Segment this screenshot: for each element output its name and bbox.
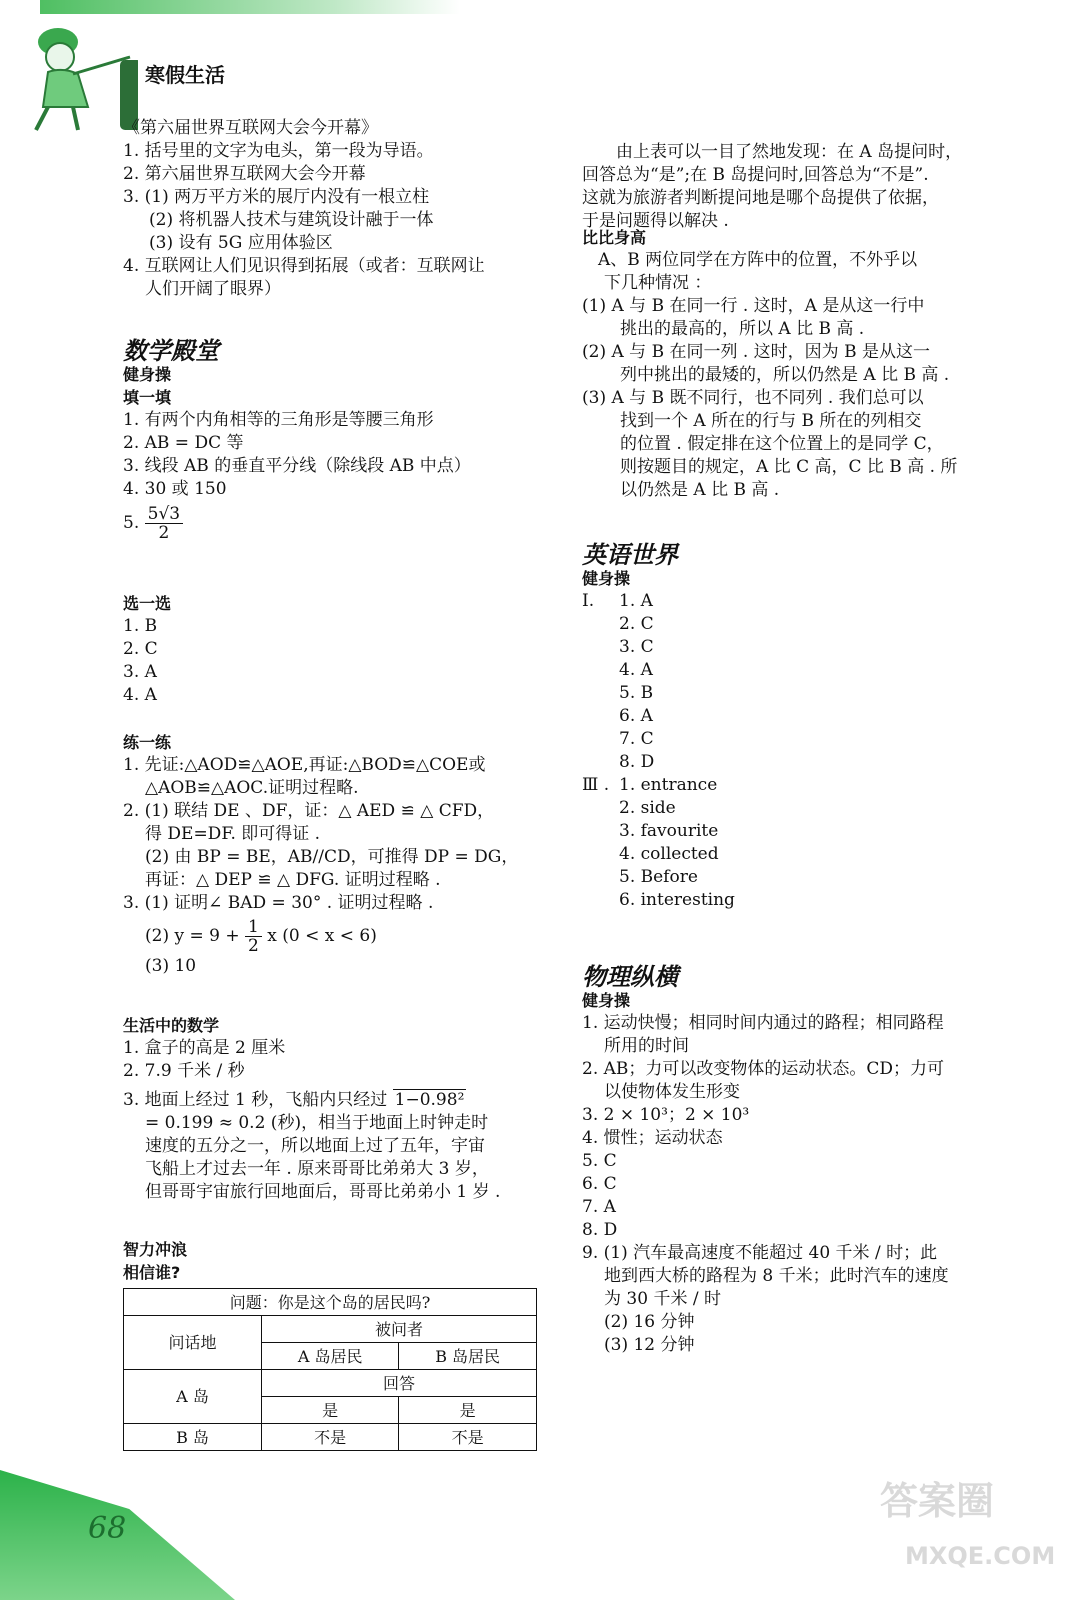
height-line: 则按题目的规定，A 比 C 高，C 比 B 高 . 所 [620, 457, 958, 477]
practice-line: 3. (1) 证明∠ BAD = 30° . 证明过程略 . [123, 893, 434, 913]
choose-label: 选一选 [123, 594, 172, 613]
physics-line: 以使物体发生形变 [604, 1082, 740, 1102]
table-cell: 不是 [262, 1424, 399, 1451]
choose-line: 1. B [123, 616, 158, 636]
height-line: 以仍然是 A 比 B 高 . [620, 480, 780, 500]
intro-heading: 《第六届世界互联网大会今开幕》 [123, 118, 378, 138]
physics-section-title: 物理纵横 [582, 963, 678, 991]
height-line: (1) A 与 B 在同一行 . 这时，A 是从这一行中 [582, 296, 925, 316]
conclusion-line: 这就为旅游者判断提问地是哪个岛提供了依据， [582, 188, 939, 208]
fill-label: 填一填 [123, 388, 172, 407]
english-answer: 6. A [619, 706, 653, 726]
height-line: A、B 两位同学在方阵中的位置，不外乎以 [598, 250, 918, 270]
physics-line: 地到西大桥的路程为 8 千米；此时汽车的速度 [604, 1266, 949, 1286]
english-subheading: 健身操 [582, 569, 631, 588]
intro-line: (3) 设有 5G 应用体验区 [149, 233, 333, 253]
practice-line: (3) 10 [145, 956, 197, 976]
physics-line: 9. (1) 汽车最高速度不能超过 40 千米 / 时；此 [582, 1243, 938, 1263]
english-section-title: 英语世界 [582, 541, 678, 569]
physics-subheading: 健身操 [582, 991, 631, 1010]
math-subheading: 健身操 [123, 365, 172, 384]
watermark-url: MXQE.COM [905, 1542, 1056, 1570]
table-cell: 是 [399, 1397, 537, 1424]
english-answer: 3. C [619, 637, 654, 657]
physics-line: (3) 12 分钟 [604, 1335, 695, 1355]
math-section-title: 数学殿堂 [123, 337, 219, 365]
fill-line: 3. 线段 AB 的垂直平分线（除线段 AB 中点） [123, 456, 471, 476]
table-cell: 是 [262, 1397, 399, 1424]
physics-line: 8. D [582, 1220, 618, 1240]
practice-line: 2. (1) 联结 DE 、DF，证：△ AED ≌ △ CFD， [123, 801, 495, 821]
fraction-denominator: 2 [158, 523, 170, 543]
fraction-denominator: 2 [248, 936, 259, 956]
header-title: 寒假生活 [145, 63, 225, 87]
fill-line: 2. AB = DC 等 [123, 433, 244, 453]
fill-item5-number: 5. [123, 513, 140, 533]
english-answer: 1. A [619, 591, 653, 611]
equation-prefix: (2) y = 9 + [145, 926, 240, 946]
practice-equation [123, 918, 553, 955]
practice-line: (2) 由 BP = BE，AB//CD，可推得 DP = DG， [145, 847, 519, 867]
english-part1-label: I. [582, 591, 595, 611]
fill-item5-fraction [145, 505, 183, 542]
table-cell: 不是 [399, 1424, 537, 1451]
sqrt-expression: 1−0.98² [394, 1090, 465, 1110]
english-answer: 2. side [619, 798, 676, 818]
physics-line: (2) 16 分钟 [604, 1312, 695, 1332]
life-line: 2. 7.9 千米 / 秒 [123, 1061, 245, 1081]
practice-label: 练一练 [123, 733, 172, 752]
conclusion-line: 于是问题得以解决 . [582, 211, 729, 231]
physics-line: 1. 运动快慢；相同时间内通过的路程；相同路程 [582, 1013, 944, 1033]
english-answer: 5. Before [619, 867, 698, 887]
table-row-a-label: A 岛 [124, 1370, 262, 1424]
intro-line: 人们开阔了眼界） [145, 279, 281, 299]
answer-table [123, 1288, 537, 1451]
life-label: 生活中的数学 [123, 1016, 220, 1035]
intro-line: 4. 互联网让人们见识得到拓展（或者：互联网让 [123, 256, 485, 276]
fraction-numerator: 1 [245, 918, 262, 937]
english-answer: 1. entrance [619, 775, 718, 795]
physics-line: 7. A [582, 1197, 616, 1217]
choose-line: 3. A [123, 662, 157, 682]
conclusion-line: 回答总为“是”;在 B 岛提问时,回答总为“不是”. [582, 165, 929, 185]
physics-line: 所用的时间 [604, 1036, 689, 1056]
equation-suffix: x (0 < x < 6) [267, 926, 377, 946]
height-line: 的位置 . 假定排在这个位置上的是同学 C， [620, 434, 944, 454]
height-line: (3) A 与 B 既不同行，也不同列 . 我们总可以 [582, 388, 924, 408]
practice-line: 1. 先证:△AOD≌△AOE,再证:△BOD≌△COE或 [123, 755, 486, 775]
mascot-illustration [18, 12, 138, 132]
english-answer: 4. A [619, 660, 653, 680]
intro-line: 3. (1) 两万平方米的展厅内没有一根立柱 [123, 187, 430, 207]
practice-line: 再证：△ DEP ≌ △ DFG. 证明过程略 . [145, 870, 441, 890]
physics-line: 4. 惯性；运动状态 [582, 1128, 723, 1148]
table-col-b: B 岛居民 [399, 1343, 537, 1370]
conclusion-line: 由上表可以一目了然地发现：在 A 岛提问时， [616, 142, 963, 162]
english-answer: 7. C [619, 729, 654, 749]
life-line: 速度的五分之一，所以地面上过了五年，宇宙 [145, 1136, 485, 1156]
height-line: 挑出的最高的，所以 A 比 B 高 . [620, 319, 865, 339]
choose-line: 4. A [123, 685, 157, 705]
watermark-logo: 答案圈 [880, 1479, 995, 1523]
table-asker-header: 问话地 [124, 1316, 262, 1370]
fraction-numerator: 5√3 [145, 505, 183, 524]
physics-line: 2. AB；力可以改变物体的运动状态。CD；力可 [582, 1059, 945, 1079]
equation-fraction [245, 918, 262, 955]
puzzle-sub: 相信谁? [123, 1263, 181, 1282]
table-row-b-label: B 岛 [124, 1424, 262, 1451]
english-answer: 6. interesting [619, 890, 735, 910]
life-line: 但哥哥宇宙旅行回地面后，哥哥比弟弟小 1 岁 . [145, 1182, 501, 1202]
table-question: 问题：你是这个岛的居民吗? [124, 1289, 537, 1316]
physics-line: 6. C [582, 1174, 617, 1194]
height-line: 下几种情况 ： [604, 273, 712, 293]
physics-line: 为 30 千米 / 时 [604, 1289, 721, 1309]
english-part3-label: Ⅲ . [582, 775, 610, 795]
english-answer: 3. favourite [619, 821, 719, 841]
page-number: 68 [88, 1511, 127, 1546]
choose-line: 2. C [123, 639, 158, 659]
practice-line: △AOB≌△AOC.证明过程略. [145, 778, 359, 798]
physics-line: 3. 2 × 10³；2 × 10³ [582, 1105, 750, 1125]
height-label: 比比身高 [582, 228, 647, 247]
intro-line: 2. 第六届世界互联网大会今开幕 [123, 164, 366, 184]
physics-line: 5. C [582, 1151, 617, 1171]
height-line: 列中挑出的最矮的，所以仍然是 A 比 B 高 . [620, 365, 950, 385]
fill-line: 4. 30 或 150 [123, 479, 227, 499]
english-answer: 8. D [619, 752, 655, 772]
english-answer: 5. B [619, 683, 654, 703]
english-answer: 2. C [619, 614, 654, 634]
practice-line: 得 DE=DF. 即可得证 . [145, 824, 321, 844]
intro-line: 1. 括号里的文字为电头，第一段为导语。 [123, 141, 434, 161]
fill-line: 1. 有两个内角相等的三角形是等腰三角形 [123, 410, 434, 430]
height-line: (2) A 与 B 在同一列 . 这时，因为 B 是从这一 [582, 342, 930, 362]
life-line: = 0.199 ≈ 0.2 (秒)，相当于地面上时钟走时 [145, 1113, 489, 1133]
life-item3-text: 3. 地面上经过 1 秒，飞船内只经过 [123, 1090, 388, 1110]
puzzle-label: 智力冲浪 [123, 1240, 188, 1259]
life-line: 1. 盒子的高是 2 厘米 [123, 1038, 286, 1058]
height-line: 找到一个 A 所在的行与 B 所在的列相交 [620, 411, 922, 431]
table-col-a: A 岛居民 [262, 1343, 399, 1370]
table-answer-header: 回答 [262, 1370, 537, 1397]
intro-line: (2) 将机器人技术与建筑设计融于一体 [149, 210, 434, 230]
life-line: 飞船上才过去一年 . 原来哥哥比弟弟大 3 岁， [145, 1159, 489, 1179]
table-asked-header: 被问者 [262, 1316, 537, 1343]
english-answer: 4. collected [619, 844, 719, 864]
